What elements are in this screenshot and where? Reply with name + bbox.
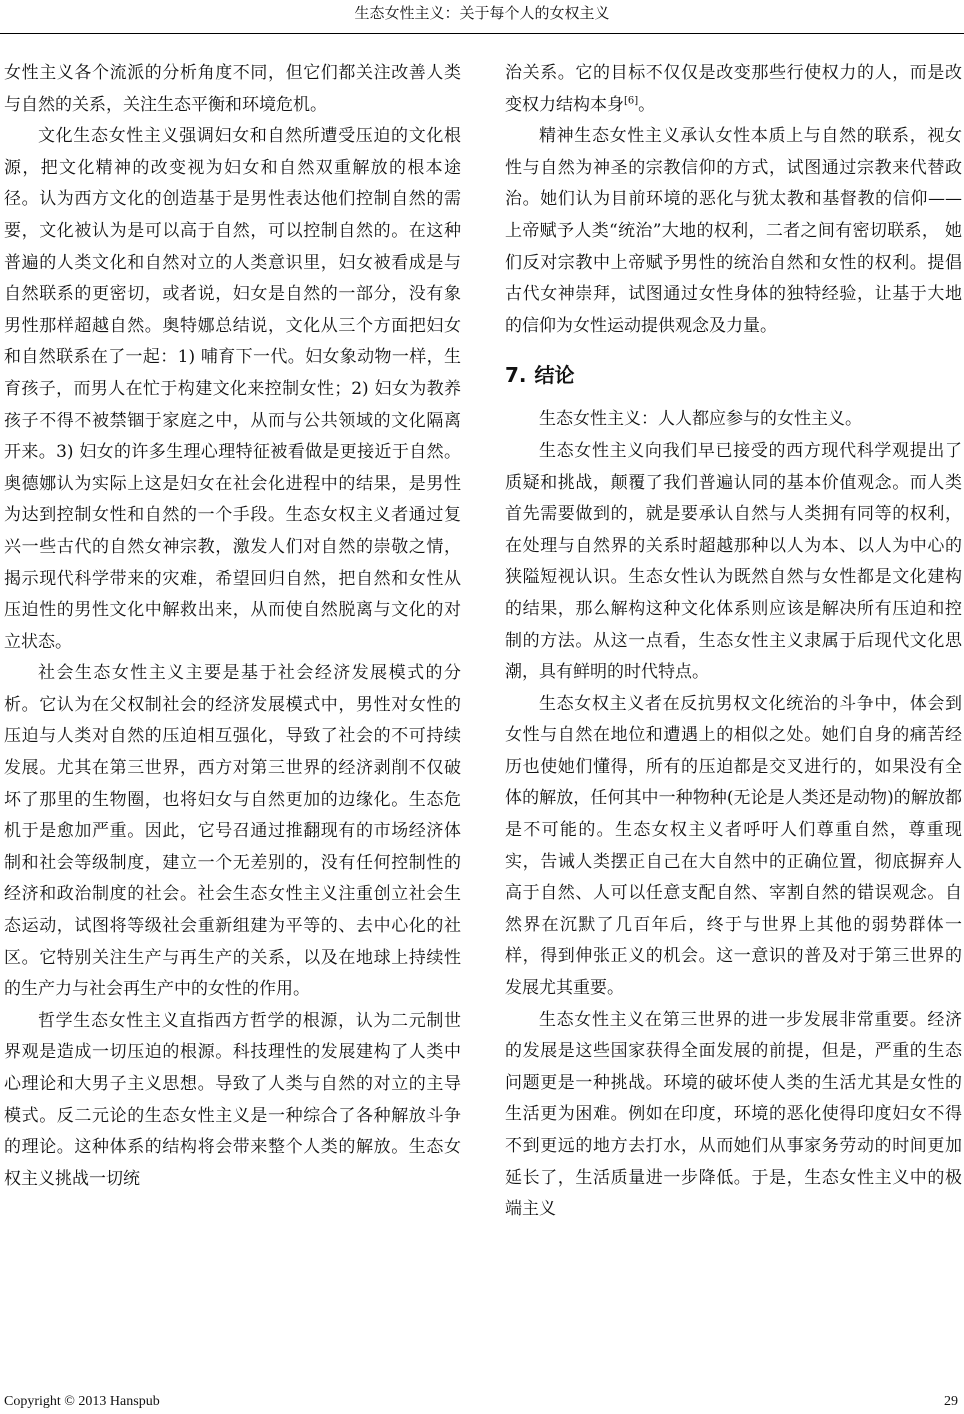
running-title: 生态女性主义：关于每个人的女权主义 (354, 4, 610, 22)
citation-ref: [6] (624, 94, 639, 106)
paragraph-end-punct: 。 (638, 94, 656, 115)
section-number: 7. (505, 363, 527, 388)
paragraph-philosophical-ecofeminism: 哲学生态女性主义直指西方哲学的根源，认为二元制世界观是造成一切压迫的根源。科技理性的发展建构了人类中心理论和大男子主义思想。导致了人类与自然的对立的主导模式。反二元论的生态女性主义是一种综合了各种解放斗争的理论。这种体系的结构将会带来整个人类的解放。生态女权主义挑战一切统 (4, 1010, 461, 1189)
page-number: 29 (944, 1394, 958, 1409)
paragraph-continuation-right (505, 58, 962, 121)
paragraph-continuation: 女性主义各个流派的分析角度不同，但它们都关注改善人类与自然的关系，关注生态平衡和环境危机。 (4, 63, 461, 115)
paragraph-cultural-ecofeminism: 文化生态女性主义强调妇女和自然所遭受压迫的文化根源，把文化精神的改变视为妇女和自然双重解放的根本途径。认为西方文化的创造基于是男性表达他们控制自然的需要，文化被认为是可以高于自然，可以控制自然的。在这种普遍的人类文化和自然对立的人类意识里，妇女被看成是与自然联系的更密切，或者说，妇女是自然的一部分，没有象男性那样超越自然。奥特娜总结说，文化从三个方面把妇女和自然联系在了一起：1) 哺育下一代。妇女象动物一样，生育孩子，而男人在忙于构建文化来控制女性；2) 妇女为教养孩子不得不被禁锢于家庭之中，从而与公共领域的文化隔离开来。3) 妇女的许多生理心理特征被看做是更接近于自然。奥德娜认为实际上这是妇女在社会化进程中的结果，是男性为达到控制女性和自然的一个手段。生态女权主义者通过复兴一些古代的自然女神宗教，激发人们对自然的崇敬之情，揭示现代科学带来的灾难，希望回归自然，把自然和女性从压迫性的男性文化中解救出来，从而使自然脱离与文化的对立状态。 (4, 126, 461, 652)
running-head (0, 0, 964, 34)
page-footer (0, 1392, 964, 1414)
paragraph-social-ecofeminism: 社会生态女性主义主要是基于社会经济发展模式的分析。它认为在父权制社会的经济发展模式中，男性对女性的压迫与人类对自然的压迫相互强化，导致了社会的不可持续发展。尤其在第三世界，西方对第三世界的经济剥削不仅破坏了那里的生物圈，也将妇女与自然更加的边缘化。生态危机于是愈加严重。因此，它号召通过推翻现有的市场经济体制和社会等级制度，建立一个无差别的，没有任何控制性的经济和政治制度的社会。社会生态女性主义注重创立社会生态运动，试图将等级社会重新组建为平等的、去中心化的社区。它特别关注生产与再生产的关系，以及在地球上持续性的生产力与社会再生产中的女性的作用。 (4, 663, 461, 1000)
paragraph-spiritual-ecofeminism: 精神生态女性主义承认女性本质上与自然的联系，视女性与自然为神圣的宗教信仰的方式，试图通过宗教来代替政治。她们认为目前环境的恶化与犹太教和基督教的信仰——上帝赋予人类“统治”大地的权利，二者之间有密切联系， 她们反对宗教中上帝赋予男性的统治自然和女性的权利。提倡古代女神崇拜，试图通过女性身体的独特经验，让基于大地的信仰为女性运动提供观念及力量。 (505, 126, 962, 336)
paragraph-conclusion-1: 生态女性主义向我们早已接受的西方现代科学观提出了质疑和挑战，颠覆了我们普遍认同的基本价值观念。而人类首先需要做到的，就是要承认自然与人类拥有同等的权利，在处理与自然界的关系时超越那种以人为本、以人为中心的狭隘短视认识。生态女性认为既然自然与女性都是文化建构的结果，那么解构这种文化体系则应该是解决所有压迫和控制的方法。从这一点看，生态女性主义隶属于后现代文化思潮，具有鲜明的时代特点。 (505, 440, 962, 683)
paragraph-conclusion-lead: 生态女性主义：人人都应参与的女性主义。 (539, 409, 862, 430)
section-heading (505, 360, 962, 390)
paragraph-text: 治关系。它的目标不仅仅是改变那些行使权力的人，而是改变权力结构本身 (505, 63, 962, 115)
paragraph-conclusion-2: 生态女权主义者在反抗男权文化统治的斗争中，体会到女性与自然在地位和遭遇上的相似之处。她们自身的痛苦经历也使她们懂得，所有的压迫都是交叉进行的，如果没有全体的解放，任何其中一种物种(无论是人类还是动物)的解放都是不可能的。生态女权主义者呼吁人们尊重自然，尊重现实，告诫人类摆正自己在大自然中的正确位置，彻底摒弃人高于自然、人可以任意支配自然、宰割自然的错误观念。自然界在沉默了几百年后，终于与世界上其他的弱势群体一样，得到伸张正义的机会。这一意识的普及对于第三世界的发展尤其重要。 (505, 693, 962, 999)
copyright-notice: Copyright © 2013 Hanspub (4, 1394, 160, 1409)
section-title: 结论 (534, 363, 575, 388)
right-column (505, 58, 962, 1226)
left-column (4, 58, 461, 1195)
paragraph-conclusion-3: 生态女性主义在第三世界的进一步发展非常重要。经济的发展是这些国家获得全面发展的前提，但是，严重的生态问题更是一种挑战。环境的破坏使人类的生活尤其是女性的生活更为困难。例如在印度，环境的恶化使得印度妇女不得不到更远的地方去打水，从而她们从事家务劳动的时间更加延长了，生活质量进一步降低。于是，生态女性主义中的极端主义 (505, 1009, 962, 1220)
